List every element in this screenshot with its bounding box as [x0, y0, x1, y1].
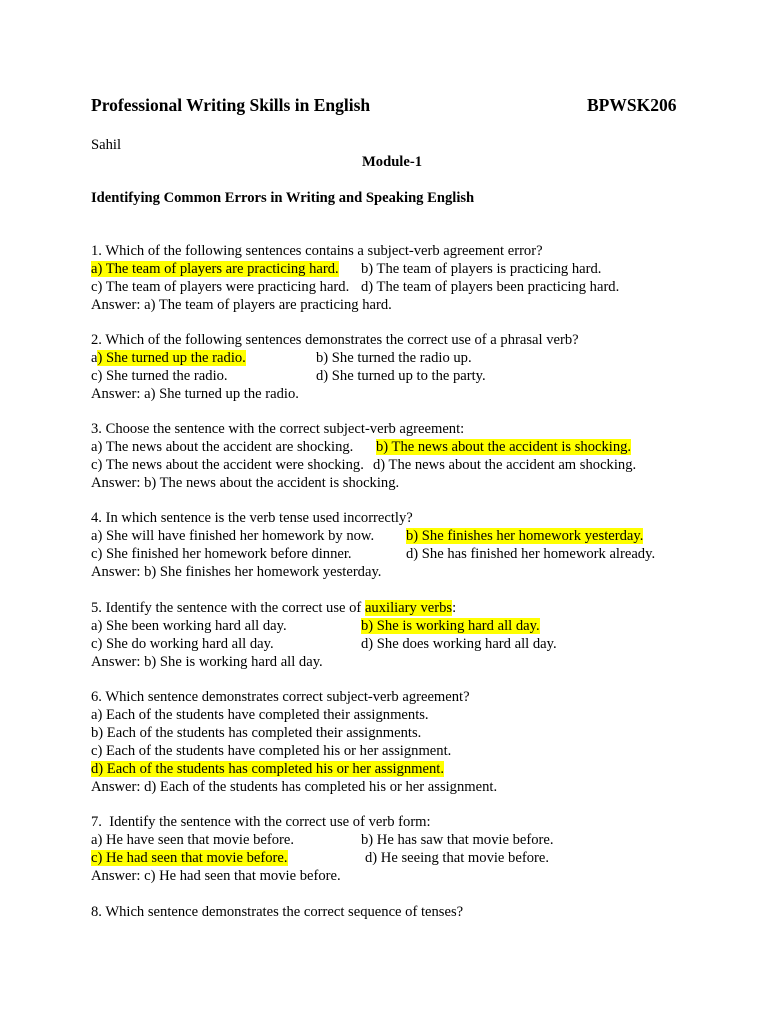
question-5-option-a: a) She been working hard all day. [91, 618, 287, 634]
course-code: BPWSK206 [587, 95, 677, 115]
question-1-option-d: d) The team of players been practicing hard. [361, 279, 620, 295]
question-3-option-a: a) The news about the accident are shocking. [91, 439, 354, 455]
module-heading: Module-1 [362, 154, 422, 170]
question-2-option-a [91, 349, 246, 367]
question-3-text: 3. Choose the sentence with the correct subject-verb agreement: [91, 421, 465, 437]
question-7-option-a: a) He have seen that movie before. [91, 832, 295, 848]
answer-highlight: c) He had seen that movie before. [91, 850, 288, 866]
question-4-answer: Answer: b) She finishes her homework yesterday. [91, 564, 382, 580]
question-7-option-b: b) He has saw that movie before. [361, 832, 554, 848]
question-1-text: 1. Which of the following sentences contains a subject-verb agreement error? [91, 243, 543, 259]
term-highlight: auxiliary verbs [364, 600, 453, 616]
answer-highlight: b) The news about the accident is shocking. [376, 439, 632, 455]
question-4-option-c: c) She finished her homework before dinner. [91, 546, 352, 562]
question-1-option-a [91, 260, 339, 278]
question-4-text: 4. In which sentence is the verb tense used incorrectly? [91, 510, 413, 526]
question-8-text: 8. Which sentence demonstrates the correct sequence of tenses? [91, 904, 464, 920]
question-4-option-b [406, 527, 643, 545]
question-2-text: 2. Which of the following sentences demonstrates the correct use of a phrasal verb? [91, 332, 579, 348]
question-7-option-c [91, 849, 288, 867]
question-1-option-b: b) The team of players is practicing hard. [361, 261, 602, 277]
answer-highlight: ) She turned up the radio. [97, 350, 246, 366]
question-3-answer: Answer: b) The news about the accident is shocking. [91, 475, 400, 491]
question-6-option-c: c) Each of the students have completed his or her assignment. [91, 743, 452, 759]
question-4-option-a: a) She will have finished her homework by now. [91, 528, 375, 544]
question-1-answer: Answer: a) The team of players are practicing hard. [91, 297, 392, 313]
section-heading: Identifying Common Errors in Writing and Speaking English [91, 190, 475, 206]
question-3-option-d: d) The news about the accident am shocking. [373, 457, 637, 473]
question-6-option-b: b) Each of the students has completed their assignments. [91, 725, 422, 741]
question-5-option-b [361, 617, 540, 635]
question-2-option-c: c) She turned the radio. [91, 368, 228, 384]
answer-highlight: d) Each of the students has completed his or her assignment. [91, 761, 445, 777]
question-5-text-start: 5. Identify the sentence with the correct use of [91, 600, 365, 616]
question-4-option-d: d) She has finished her homework already. [406, 546, 656, 562]
answer-highlight: a) The team of players are practicing hard. [91, 261, 339, 277]
author-name: Sahil [91, 137, 121, 153]
question-6-option-d [91, 760, 444, 778]
question-3-option-b [376, 438, 631, 456]
question-2-option-b: b) She turned the radio up. [316, 350, 472, 366]
question-6-option-a: a) Each of the students have completed their assignments. [91, 707, 429, 723]
question-6-answer: Answer: d) Each of the students has completed his or her assignment. [91, 779, 498, 795]
question-5-text-end: : [452, 600, 457, 616]
question-3-option-c: c) The news about the accident were shocking. [91, 457, 364, 473]
question-7-text: 7. Identify the sentence with the correct use of verb form: [91, 814, 431, 830]
question-5-option-d: d) She does working hard all day. [361, 636, 557, 652]
question-1-option-c: c) The team of players were practicing hard. [91, 279, 350, 295]
document-title: Professional Writing Skills in English [91, 95, 371, 115]
question-5-text [91, 599, 456, 617]
answer-highlight: b) She is working hard all day. [361, 618, 540, 634]
option-prefix: a [91, 350, 98, 366]
question-5-answer: Answer: b) She is working hard all day. [91, 654, 323, 670]
question-7-answer: Answer: c) He had seen that movie before. [91, 868, 341, 884]
question-2-answer: Answer: a) She turned up the radio. [91, 386, 299, 402]
question-7-option-d: d) He seeing that movie before. [365, 850, 549, 866]
question-2-option-d: d) She turned up to the party. [316, 368, 486, 384]
answer-highlight: b) She finishes her homework yesterday. [406, 528, 644, 544]
question-6-text: 6. Which sentence demonstrates correct subject-verb agreement? [91, 689, 470, 705]
question-5-option-c: c) She do working hard all day. [91, 636, 274, 652]
